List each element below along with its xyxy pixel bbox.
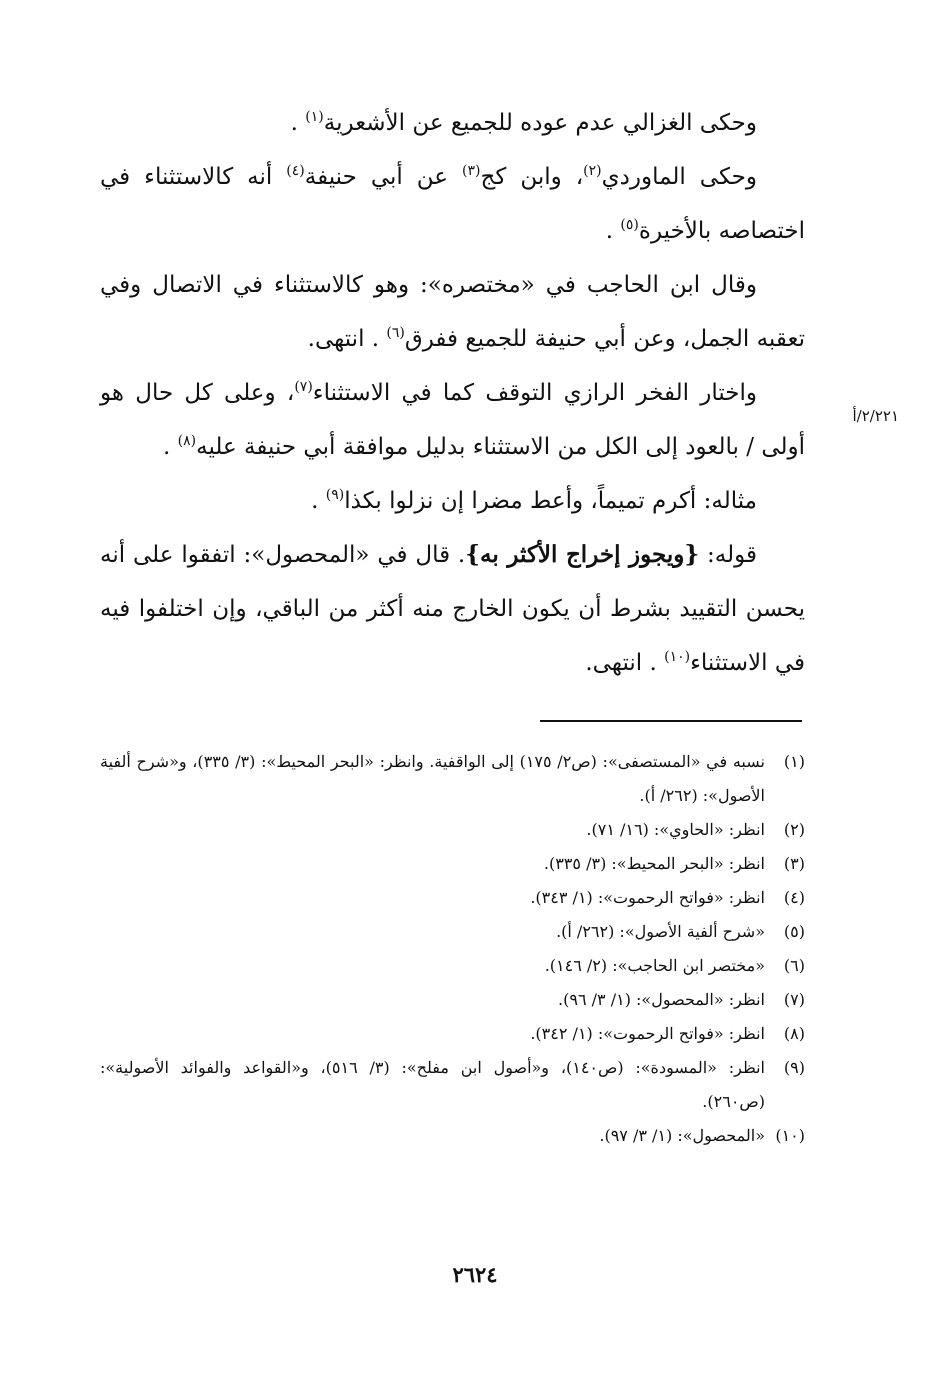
quoted-matn: {ويجوز إخراج الأكثر به}: [465, 541, 700, 568]
paragraph-text: عن أبي حنيفة: [304, 164, 463, 190]
paragraph-text: .: [605, 218, 621, 244]
footnote-item: [100, 813, 805, 847]
footnote-text: انظر: «فواتح الرحموت»: (١/ ٣٤٢).: [530, 1024, 765, 1043]
footnote-text: انظر: «البحر المحيط»: (٣/ ٣٣٥).: [543, 854, 765, 873]
footnote-text: نسبه في «المستصفى»: (ص٢/ ١٧٥) إلى الواقفية. وانظر: «البحر المحيط»: (٣/ ٣٣٥)، و«شرح ألفية الأصول»: (٢٦٢/ أ).: [100, 752, 765, 805]
footnote-number: (١): [783, 752, 805, 771]
footnote-number: (٦): [783, 956, 805, 975]
footnote-item: [100, 745, 805, 813]
footnote-item: [100, 949, 805, 983]
paragraph-text: وحكى الغزالي عدم عوده للجميع عن الأشعرية: [323, 110, 757, 136]
footnote-ref-2: (٢): [583, 163, 602, 179]
footnote-ref-8: (٨): [177, 433, 197, 449]
footnote-text: «شرح ألفية الأصول»: (٢٦٢/ أ).: [556, 922, 765, 941]
paragraph-6: [100, 528, 805, 690]
paragraph-text: مثاله: أكرم تميماً، وأعط مضرا إن نزلوا بكذا: [344, 488, 757, 514]
paragraph-text: أنه كالاستثناء في اختصاصه بالأخيرة: [100, 164, 805, 244]
footnote-number: (٥): [783, 922, 805, 941]
paragraph-text: قوله:: [699, 542, 758, 568]
footnote-number: (١٠): [775, 1126, 805, 1145]
footnote-ref-7: (٧): [294, 379, 313, 395]
footnote-text: انظر: «المسودة»: (ص١٤٠)، و«أصول ابن مفلح»: (٣/ ٥١٦)، و«القواعد والفوائد الأصولية»: (ص٢٦٠).: [100, 1058, 765, 1111]
manuscript-folio-note: ٢/٢٢١/أ: [852, 407, 899, 425]
footnote-divider: [540, 720, 802, 722]
footnote-number: (٤): [783, 888, 805, 907]
main-text: [100, 96, 805, 690]
paragraph-text: .: [290, 110, 306, 136]
paragraph-text: . انتهى.: [307, 326, 387, 352]
footnotes: [100, 745, 805, 1153]
footnote-ref-1: (١): [305, 109, 324, 125]
footnote-text: انظر: «الحاوي»: (١٦/ ٧١).: [586, 820, 765, 839]
paragraph-2: [100, 150, 805, 258]
footnote-text: انظر: «المحصول»: (١/ ٣/ ٩٦).: [558, 990, 765, 1009]
paragraph-text: وقال ابن الحاجب في «مختصره»: وهو كالاستثناء في الاتصال وفي تعقبه الجمل، وعن أبي حنيفة للجميع ففرق: [100, 272, 805, 352]
footnote-ref-5: (٥): [620, 217, 639, 233]
footnote-item: [100, 847, 805, 881]
footnote-item: [100, 1119, 805, 1153]
footnote-number: (٣): [783, 854, 805, 873]
paragraph-text: . انتهى.: [585, 650, 665, 676]
paragraph-text: . قال في «المحصول»: اتفقوا على أنه يحسن التقييد بشرط أن يكون الخارج منه أكثر من الباقي، وإن اختلفوا فيه في الاستثناء: [100, 542, 805, 676]
footnote-item: [100, 983, 805, 1017]
paragraph-4: [100, 366, 805, 474]
paragraph-3: [100, 258, 805, 366]
footnote-number: (٢): [783, 820, 805, 839]
paragraph-text: .: [311, 488, 326, 514]
footnote-text: انظر: «فواتح الرحموت»: (١/ ٣٤٣).: [530, 888, 765, 907]
paragraph-text: ، وابن كج: [480, 164, 584, 190]
paragraph-text: وحكى الماوردي: [601, 164, 757, 190]
paragraph-text: ، وعلى كل حال هو أولى / بالعود إلى الكل من الاستثناء بدليل موافقة أبي حنيفة عليه: [100, 380, 805, 460]
footnote-item: [100, 1017, 805, 1051]
footnote-text: «مختصر ابن الحاجب»: (٢/ ١٤٦).: [544, 956, 765, 975]
footnote-ref-9: (٩): [325, 487, 345, 503]
footnote-item: [100, 915, 805, 949]
footnote-number: (٩): [783, 1058, 805, 1077]
paragraph-1: [100, 96, 805, 150]
footnote-text: «المحصول»: (١/ ٣/ ٩٧).: [599, 1126, 765, 1145]
paragraph-text: .: [163, 434, 178, 460]
footnote-ref-3: (٣): [462, 163, 481, 179]
paragraph-5: [100, 474, 805, 528]
footnote-ref-10: (١٠): [664, 649, 691, 665]
footnote-ref-4: (٤): [286, 163, 305, 179]
footnote-item: [100, 1051, 805, 1119]
page-number: ٢٦٢٤: [452, 1262, 498, 1287]
footnote-number: (٧): [783, 990, 805, 1009]
paragraph-text: واختار الفخر الرازي التوقف كما في الاستثناء: [312, 380, 757, 406]
footnote-item: [100, 881, 805, 915]
footnote-number: (٨): [783, 1024, 805, 1043]
footnote-ref-6: (٦): [386, 325, 405, 341]
